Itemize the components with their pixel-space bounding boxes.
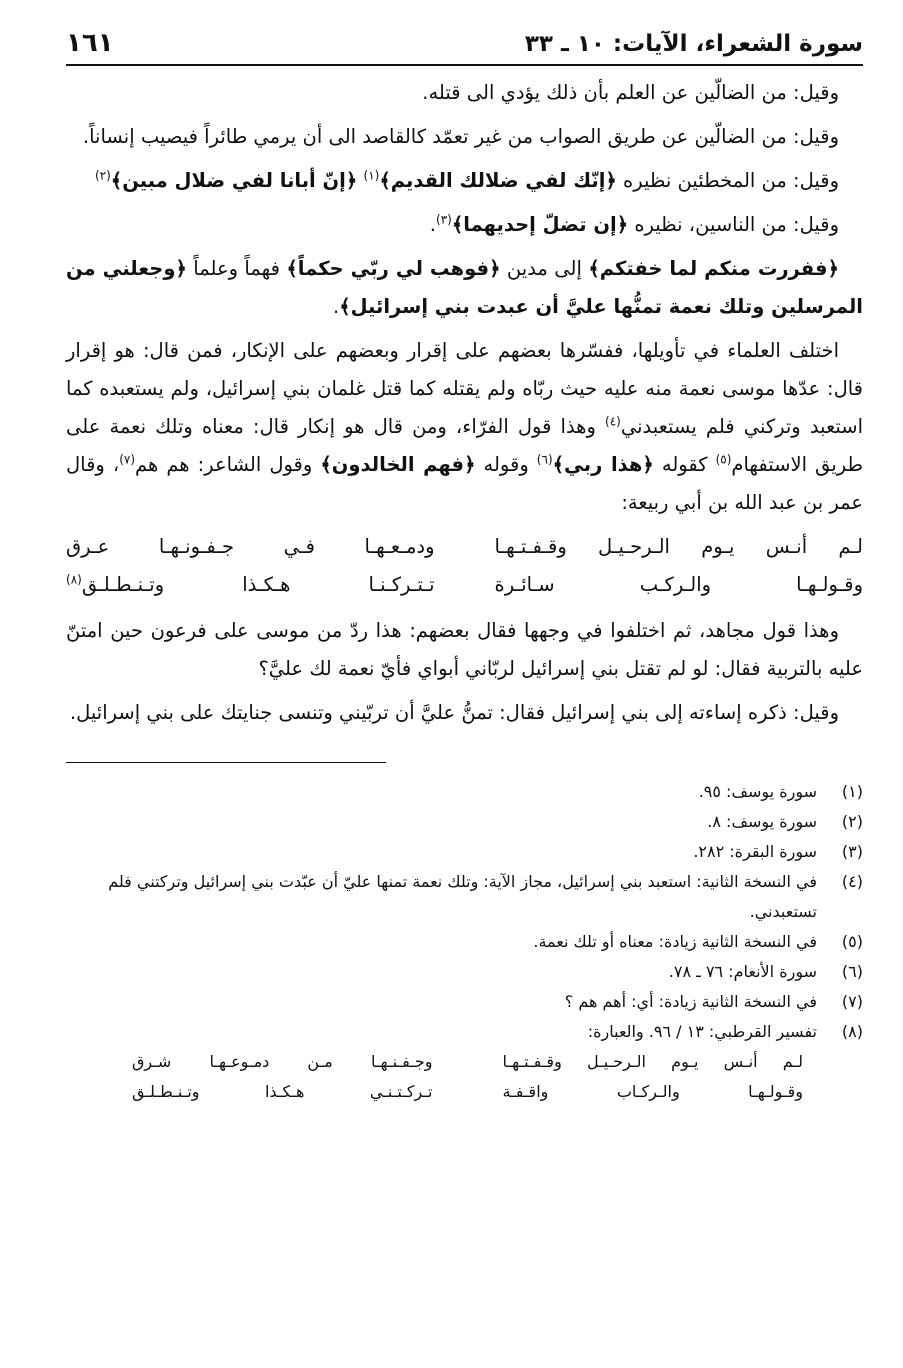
footnote-number: (٢) xyxy=(841,812,863,831)
text-run: وقول الشاعر: هم هم xyxy=(135,453,321,476)
paragraph: وقيل: من الضالّين عن طريق الصواب من غير تعمّد كالقاصد الى أن يرمي طائراً فيصيب إنساناً. xyxy=(82,125,839,148)
text-run: . xyxy=(429,213,436,236)
footnote-number: (٥) xyxy=(841,932,863,951)
paragraph: وقيل: ذكره إساءته إلى بني إسرائيل فقال: تمنُّ عليَّ أن تربّيني وتنسى جنايتك على بني إسرائيل. xyxy=(69,701,839,724)
poem-hemistich: وقـولـهـا والـركـاب واقـفـة xyxy=(502,1082,803,1101)
footnote-ref: (٧) xyxy=(119,452,136,467)
text-run: ، وقال عمر بن عبد الله بن أبي ربيعة: xyxy=(66,453,863,514)
running-title: سورة الشعراء، الآيات: ١٠ ـ ٣٣ xyxy=(524,31,863,57)
footnote-text: في النسخة الثانية: استعبد بني إسرائيل، مجاز الآية: وتلك نعمة تمنها عليّ أن عبّدت بني إسرائيل وتركتني فلم تستعبدني. xyxy=(108,872,817,921)
quran-quote: ﴿وجعلني من المرسلين وتلك نعمة تمنُّها عليَّ أن عبدت بني إسرائيل﴾ xyxy=(66,257,863,318)
footnote-text: في النسخة الثانية زيادة: أي: أهم هم ؟ xyxy=(564,992,817,1011)
footnotes xyxy=(66,777,863,1107)
text-run: كقوله xyxy=(653,453,716,476)
footnote xyxy=(66,927,863,957)
quran-quote: ﴿ففررت منكم لما خفتكم﴾ xyxy=(588,257,840,280)
footnote-number: (٨) xyxy=(841,1022,863,1041)
poem-hemistich: ودمـعـهـا فـي جـفـونـهـا عـرق xyxy=(66,535,435,558)
footnote xyxy=(66,1017,863,1047)
footnote-text: سورة الأنعام: ٧٦ ـ ٧٨. xyxy=(668,962,817,981)
poem-hemistich: لـم أنـس يـوم الـرحـيـل وقـفـتـهـا xyxy=(502,1052,803,1071)
text-run: إلى مدين xyxy=(500,257,589,280)
verse-paragraph xyxy=(66,250,863,326)
footnote-poem xyxy=(66,1047,863,1107)
running-header xyxy=(66,30,863,66)
footnote-text: سورة يوسف: ٨. xyxy=(707,812,817,831)
footnote-text: سورة البقرة: ٢٨٢. xyxy=(693,842,817,861)
text-run: تـتـركـنـا هـكـذا وتـنـطـلـق xyxy=(81,573,435,596)
quran-quote: ﴿فوهب لي ربّي حكماً﴾ xyxy=(286,257,501,280)
paragraph xyxy=(66,162,863,200)
footnote-number: (١) xyxy=(841,782,863,801)
footnote xyxy=(66,777,863,807)
text-run: . xyxy=(333,295,340,318)
page-number: ١٦١ xyxy=(66,28,114,58)
footnote-ref: (٦) xyxy=(536,452,553,467)
footnote-number: (٧) xyxy=(841,992,863,1011)
poem-hemistich: وقـولـهـا والـركـب سـائـرة xyxy=(494,573,863,596)
poem-hemistich: وجـفـنـهـا مـن دمـوعـهـا شـرق xyxy=(132,1052,433,1071)
footnote-number: (٦) xyxy=(841,962,863,981)
footnote xyxy=(66,957,863,987)
quran-quote: ﴿إنّ أبانا لفي ضلال مبين﴾ xyxy=(110,169,358,192)
footnote-number: (٣) xyxy=(841,842,863,861)
footnote-ref: (٤) xyxy=(605,414,621,429)
footnote-text: تفسير القرطبي: ١٣ / ٩٦. والعبارة: xyxy=(587,1022,817,1041)
quran-quote: ﴿إن تضلّ إحديهما﴾ xyxy=(451,213,629,236)
footnote-ref: (١) xyxy=(363,168,380,183)
footnote-ref: (٣) xyxy=(436,212,452,227)
paragraph xyxy=(66,332,863,522)
text-run: فهماً وعلماً xyxy=(186,257,287,280)
footnote-ref: (٢) xyxy=(94,168,111,183)
footnote-text: سورة يوسف: ٩٥. xyxy=(698,782,817,801)
text-run: اختلف العلماء في تأويلها، ففسّرها بعضهم على إقرار وبعضهم على الإنكار، فمن قال: هو إقرار قال: عدّها موسى نعمة منه عليه حيث ربّاه ولم يقتله كما قتل غلمان بني إسرائيل، ولم يستعبده كما استعبد وتركني فلم يستعبدني xyxy=(66,339,863,438)
paragraph xyxy=(66,206,863,244)
footnote xyxy=(66,867,863,927)
footnote-ref: (٨) xyxy=(66,572,82,587)
text-run: وقوله xyxy=(475,453,537,476)
footnote-text: في النسخة الثانية زيادة: معناه أو تلك نعمة. xyxy=(533,932,817,951)
text-run: وهذا قول الفرّاء، ومن قال هو إنكار قال: معناه وتلك نعمة على طريق الاستفهام xyxy=(66,415,864,476)
quran-quote: ﴿فهم الخالدون﴾ xyxy=(320,453,476,476)
quran-quote: ﴿إنّك لفي ضلالك القديم﴾ xyxy=(379,169,617,192)
footnote-number: (٤) xyxy=(841,872,863,891)
main-text xyxy=(66,74,863,732)
footnote xyxy=(66,987,863,1017)
poem-hemistich-last xyxy=(66,566,435,604)
footnote xyxy=(66,807,863,837)
text-run: وقيل: من الناسين، نظيره xyxy=(628,213,839,236)
footnote-separator xyxy=(66,762,386,763)
paragraph: وقيل: من الضالّين عن العلم بأن ذلك يؤدي الى قتله. xyxy=(422,81,839,104)
poem-hemistich: لـم أنـس يـوم الـرحـيـل وقـفـتـهـا xyxy=(494,535,863,558)
poem-hemistich: تـركـتـنـي هـكـذا وتـنـطـلـق xyxy=(132,1082,433,1101)
quran-quote: ﴿هذا ربي﴾ xyxy=(552,453,654,476)
text-run: وقيل: من المخطئين نظيره xyxy=(616,169,839,192)
poem xyxy=(66,528,863,604)
footnote xyxy=(66,837,863,867)
paragraph: وهذا قول مجاهد، ثم اختلفوا في وجهها فقال بعضهم: هذا ردّ من موسى على فرعون حين امتنّ عليه بالتربية فقال: لو لم تقتل بني إسرائيل لربّاني أبواي فأيّ نعمة لك عليَّ؟ xyxy=(66,619,863,680)
footnote-ref: (٥) xyxy=(715,452,732,467)
